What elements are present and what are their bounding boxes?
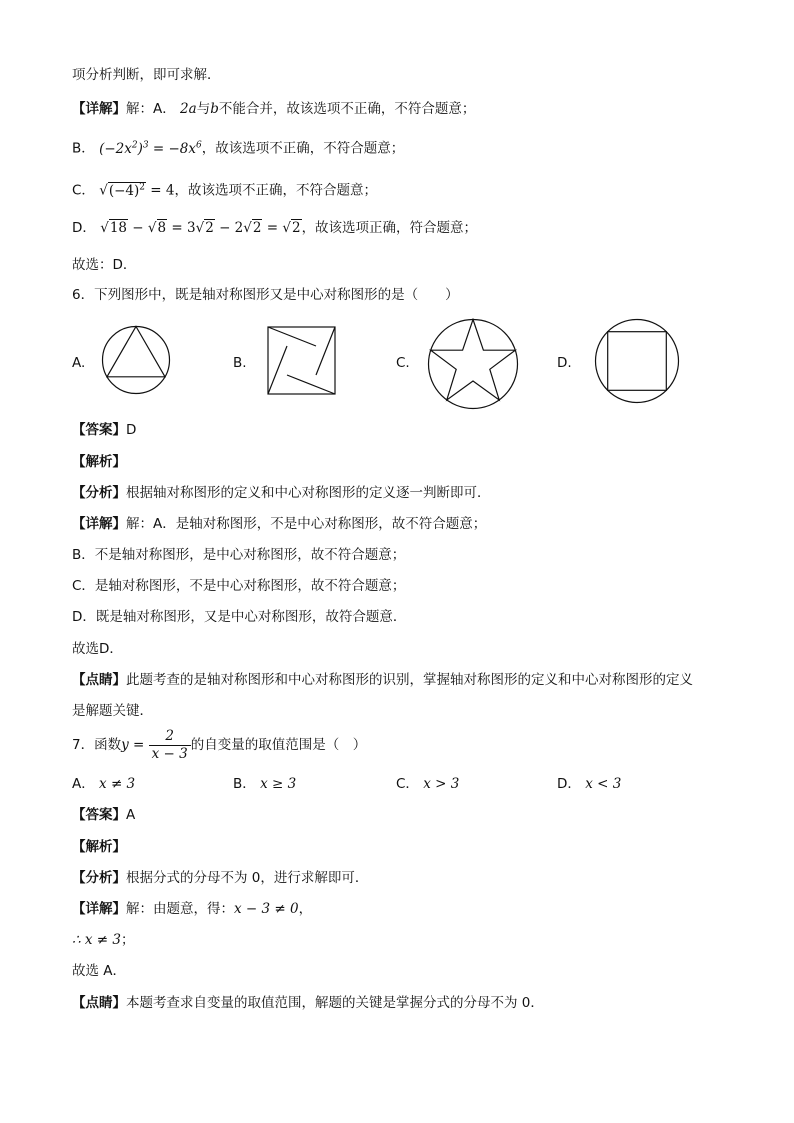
q6-option-b-label: B. (233, 355, 247, 371)
q6-detail-d: D．既是轴对称图形，又是中心对称图形，故符合题意． (72, 609, 407, 625)
q5-option-b: B． $(-2x^2)^3 = -8x^6$，故该选项不正确，不符合题意； (72, 140, 405, 157)
square-in-circle-figure (594, 318, 680, 404)
fraction: $\frac{2}{x - 3}$ (149, 728, 191, 763)
q5-option-d: D． √18 − √8 = 3√2 − 2√2 = √2，故该选项正确，符合题意； (72, 220, 478, 236)
q7-fenxi: 【分析】根据分式的分母不为 0，进行求解即可． (72, 870, 369, 886)
q7-analysis-tag: 【解析】 (72, 839, 126, 855)
q7-detail-1: 【详解】解：由题意，得：x − 3 ≠ 0， (72, 901, 313, 917)
q7-option-c: C． x > 3 (396, 776, 460, 792)
q6-fenxi: 【分析】根据轴对称图形的定义和中心对称图形的定义逐一判断即可． (72, 485, 491, 501)
q6-option-a-label: A. (72, 355, 86, 371)
q5-choose: 故选：D． (72, 257, 137, 273)
q7-answer: 【答案】A (72, 807, 136, 823)
q6-comment: 【点睛】此题考查的是轴对称图形和中心对称图形的识别，掌握轴对称图形的定义和中心对称图形的定义 (72, 672, 693, 688)
q6-answer: 【答案】D (72, 422, 137, 438)
q6-option-d-label: D. (557, 355, 572, 371)
math-expr: √18 − √8 = 3√2 − 2√2 = √2 (100, 220, 301, 236)
q5-intro: 项分析判断，即可求解． (72, 67, 221, 83)
q5-option-c: C． $√(-4)^2 = 4$，故该选项不正确，不符合题意； (72, 182, 377, 199)
q6-analysis-tag: 【解析】 (72, 454, 126, 470)
q6-comment-cont: 是解题关键． (72, 703, 153, 719)
q7-stem: 7．函数y = $\frac{2}{x - 3}$ 的自变量的取值范围是（ ） (72, 727, 367, 762)
math-expr: $(-2x^2)^3 = -8x^6$ (99, 140, 202, 157)
q6-stem: 6．下列图形中，既是轴对称图形又是中心对称图形的是（ ） (72, 287, 459, 303)
q5-detail-a: 【详解】解：A． 2a与b不能合并，故该选项不正确，不符合题意； (72, 101, 476, 117)
q7-option-b: B． x ≥ 3 (233, 776, 297, 792)
q6-detail-a: 【详解】解：A．是轴对称图形，不是中心对称图形，故不符合题意； (72, 516, 487, 532)
q7-choose: 故选 A． (72, 963, 127, 979)
math-expr: $√(-4)^2 = 4$ (99, 182, 175, 199)
q7-option-a: A． x ≠ 3 (72, 776, 136, 792)
detail-tag: 【详解】 (72, 101, 126, 117)
star-in-circle-figure (427, 318, 519, 410)
q7-detail-2: ∴ x ≠ 3； (72, 932, 135, 948)
q7-option-d: D． x < 3 (557, 776, 622, 792)
q6-detail-c: C．是轴对称图形，不是中心对称图形，故不符合题意； (72, 578, 406, 594)
q6-option-c-label: C. (396, 355, 410, 371)
square-figure (267, 326, 337, 396)
q7-comment: 【点睛】本题考查求自变量的取值范围，解题的关键是掌握分式的分母不为 0． (72, 995, 544, 1011)
q6-choose: 故选D． (72, 641, 123, 657)
triangle-in-circle-figure (101, 325, 171, 395)
q6-detail-b: B．不是轴对称图形，是中心对称图形，故不符合题意； (72, 547, 406, 563)
